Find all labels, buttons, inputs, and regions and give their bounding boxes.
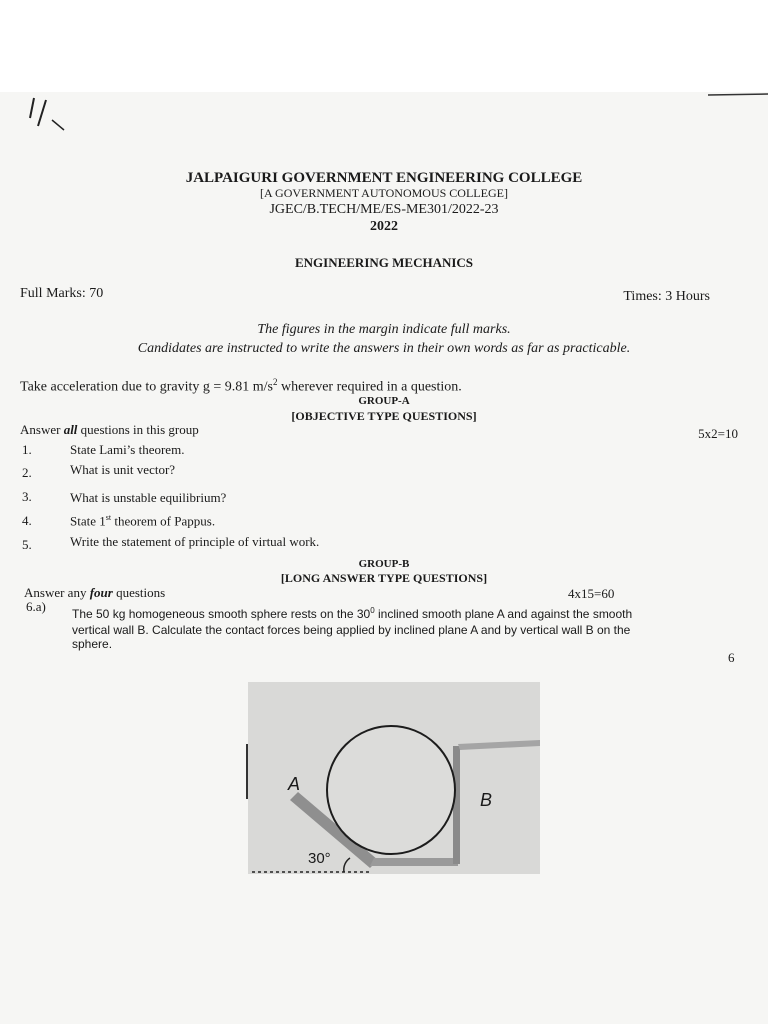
gravity-exponent: 2: [273, 377, 278, 387]
full-marks: Full Marks: 70: [20, 286, 104, 301]
question-text: What is unit vector?: [70, 462, 176, 477]
instruction-marks: The figures in the margin indicate full marks.: [257, 322, 511, 337]
angle-arc: [344, 858, 350, 872]
group-b-instruction-text-end: questions: [112, 585, 166, 600]
question-text-line: vertical wall B. Calculate the contact forces being applied by inclined plane A and by vertical wall B on the: [72, 623, 631, 637]
paper-code: JGEC/B.TECH/ME/ES-ME301/2022-23: [269, 202, 499, 217]
question-number: 5.: [22, 537, 32, 552]
instruction-answers: Candidates are instructed to write the answers in their own words as far as practicable.: [137, 341, 631, 356]
sphere-diagram: [248, 682, 540, 874]
question-marks: 6: [728, 650, 735, 665]
subject-title: ENGINEERING MECHANICS: [294, 255, 474, 270]
question-number: 4.: [22, 513, 32, 528]
question-text-line: sphere.: [72, 637, 113, 651]
wall-top: [458, 740, 540, 750]
group-a-marks: 5x2=10: [698, 426, 738, 441]
sphere-outline: [327, 726, 455, 854]
group-b-instruction-text: Answer any: [24, 585, 90, 600]
question-text-part: State 1: [70, 513, 106, 529]
group-b-marks: 4x15=60: [568, 586, 615, 601]
exam-duration: Times: 3 Hours: [623, 289, 710, 304]
question-text: Write the statement of principle of virtual work.: [70, 534, 320, 549]
group-a-instruction: [20, 422, 199, 438]
question-text: State Lami’s theorem.: [70, 442, 185, 457]
college-name: JALPAIGURI GOVERNMENT ENGINEERING COLLEGE: [185, 170, 583, 186]
group-a-instruction-text-end: questions in this group: [77, 422, 199, 437]
question-text: [70, 513, 215, 529]
group-a-instruction-emphasis: all: [63, 422, 78, 437]
group-a-title: GROUP-A: [358, 395, 410, 407]
floor-segment: [370, 858, 458, 866]
group-b-title: GROUP-B: [358, 558, 410, 570]
group-a-instruction-text: Answer: [20, 422, 64, 437]
pen-mark-icon: [24, 96, 74, 136]
margin-line-icon: [244, 744, 250, 804]
group-b-subtitle: [LONG ANSWER TYPE QUESTIONS]: [280, 571, 488, 585]
gravity-text: Take acceleration due to gravity g = 9.81 m/s: [20, 379, 273, 395]
question-number: 6.a): [26, 599, 46, 614]
pen-mark-icon: [708, 92, 768, 100]
angle-label: 30°: [308, 850, 331, 867]
question-number: 2.: [22, 465, 32, 480]
question-text: What is unstable equilibrium?: [70, 490, 227, 505]
exam-year: 2022: [370, 219, 398, 234]
question-text-part: theorem of Pappus.: [111, 513, 216, 529]
label-b: B: [480, 790, 493, 810]
label-a: A: [288, 774, 301, 794]
group-a-subtitle: [OBJECTIVE TYPE QUESTIONS]: [291, 409, 477, 423]
ordinal-suffix: st: [105, 513, 112, 522]
gravity-text-end: wherever required in a question.: [277, 379, 462, 395]
question-number: 1.: [22, 442, 32, 457]
question-number: 3.: [22, 489, 32, 504]
question-text: [72, 606, 632, 621]
question-text-part: The 50 kg homogeneous smooth sphere rests on the 30: [72, 607, 371, 621]
college-subtitle: [A GOVERNMENT AUTONOMOUS COLLEGE]: [260, 186, 508, 200]
gravity-note: [20, 377, 462, 396]
group-b-instruction-emphasis: four: [89, 585, 113, 600]
degree-superscript: 0: [370, 606, 375, 615]
question-text-part: inclined smooth plane A and against the smooth: [374, 607, 633, 621]
